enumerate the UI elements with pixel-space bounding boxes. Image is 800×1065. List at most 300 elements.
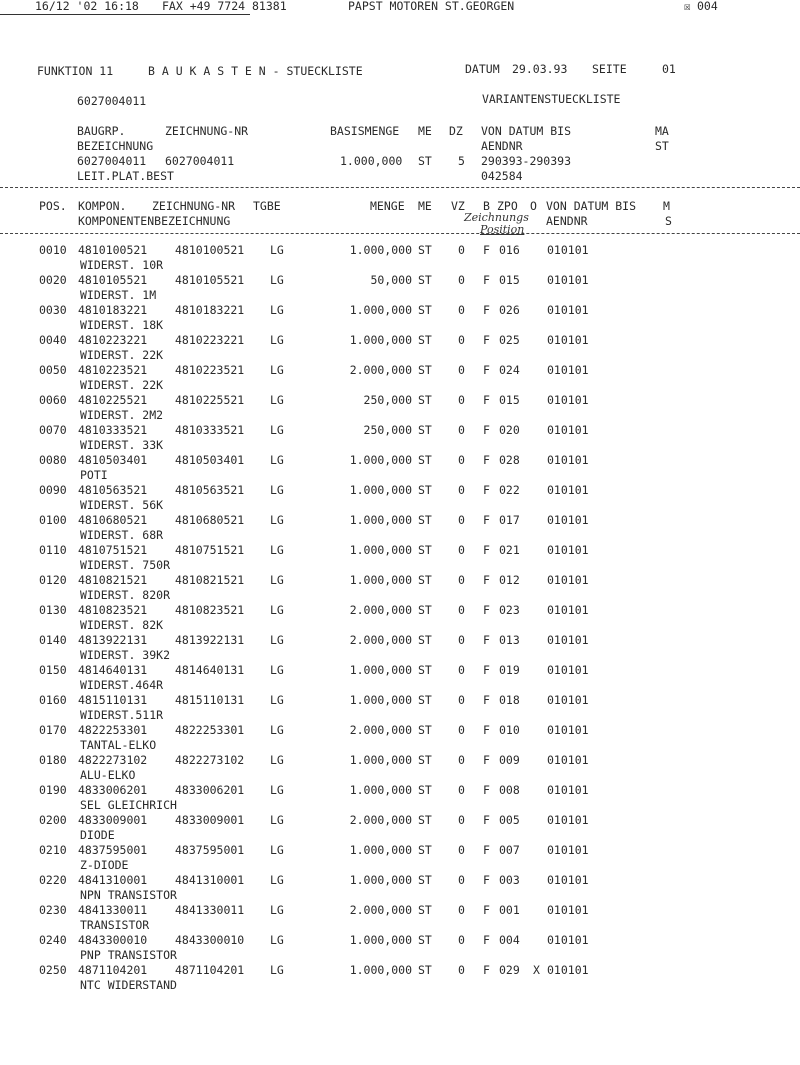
row-tgbe: LG [270, 633, 284, 647]
row-description: POTI [80, 468, 108, 482]
row-zeichnung: 4871104201 [175, 963, 245, 977]
row-zeichnung: 4822253301 [175, 723, 245, 737]
row-tgbe: LG [270, 843, 284, 857]
table-row [0, 305, 800, 335]
row-kompon: 4833006201 [78, 783, 148, 797]
row-zeichnung: 4813922131 [175, 633, 245, 647]
hdr-baugrp: BAUGRP. [77, 124, 126, 138]
row-von: 010101 [547, 723, 589, 737]
report-type: VARIANTENSTUECKLISTE [482, 92, 621, 106]
row-zpo: 016 [499, 243, 520, 257]
row-von: 010101 [547, 933, 589, 947]
row-kompon: 4810823521 [78, 603, 148, 617]
row-kompon: 4810563521 [78, 483, 148, 497]
row-b: F [483, 573, 490, 587]
row-tgbe: LG [270, 603, 284, 617]
row-zeichnung: 4810100521 [175, 243, 245, 257]
row-von: 010101 [547, 663, 589, 677]
row-menge: 1.000,000 [349, 783, 412, 797]
report-date: 29.03.93 [512, 62, 568, 76]
row-pos: 0050 [39, 363, 67, 377]
col-b: B [483, 199, 490, 213]
row-tgbe: LG [270, 423, 284, 437]
row-me: ST [418, 423, 432, 437]
row-b: F [483, 393, 490, 407]
row-zeichnung: 4837595001 [175, 843, 245, 857]
row-menge: 2.000,000 [349, 603, 412, 617]
fax-underline [0, 14, 250, 15]
row-menge: 1.000,000 [349, 543, 412, 557]
row-me: ST [418, 363, 432, 377]
row-von: 010101 [547, 543, 589, 557]
col-m: M [663, 199, 670, 213]
col-aendnr: AENDNR [546, 214, 588, 228]
row-pos: 0160 [39, 693, 67, 707]
row-zpo: 019 [499, 663, 520, 677]
row-zpo: 029 [499, 963, 520, 977]
row-vz: 0 [458, 333, 465, 347]
row-pos: 0020 [39, 273, 67, 287]
row-tgbe: LG [270, 933, 284, 947]
row-b: F [483, 663, 490, 677]
row-zpo: 010 [499, 723, 520, 737]
row-zpo: 015 [499, 273, 520, 287]
row-vz: 0 [458, 753, 465, 767]
row-description: ALU-ELKO [80, 768, 136, 782]
row-zpo: 020 [499, 423, 520, 437]
row-pos: 0170 [39, 723, 67, 737]
row-b: F [483, 873, 490, 887]
row-vz: 0 [458, 543, 465, 557]
row-kompon: 4822273102 [78, 753, 148, 767]
row-kompon: 4843300010 [78, 933, 148, 947]
row-tgbe: LG [270, 513, 284, 527]
row-von: 010101 [547, 273, 589, 287]
col-kompon: KOMPON. [78, 199, 127, 213]
row-b: F [483, 363, 490, 377]
row-pos: 0060 [39, 393, 67, 407]
row-me: ST [418, 393, 432, 407]
row-kompon: 4841310001 [78, 873, 148, 887]
row-von: 010101 [547, 753, 589, 767]
report-page: 01 [662, 62, 676, 76]
table-row [0, 575, 800, 605]
report-function: FUNKTION 11 [37, 64, 114, 78]
row-pos: 0180 [39, 753, 67, 767]
row-pos: 0100 [39, 513, 67, 527]
row-von: 010101 [547, 363, 589, 377]
row-tgbe: LG [270, 903, 284, 917]
table-row [0, 245, 800, 275]
row-menge: 1.000,000 [349, 333, 412, 347]
row-menge: 1.000,000 [349, 663, 412, 677]
row-zeichnung: 4810823521 [175, 603, 245, 617]
row-von: 010101 [547, 393, 589, 407]
row-von: 010101 [547, 303, 589, 317]
row-me: ST [418, 873, 432, 887]
table-row [0, 485, 800, 515]
row-b: F [483, 303, 490, 317]
row-zeichnung: 4810503401 [175, 453, 245, 467]
row-zpo: 021 [499, 543, 520, 557]
row-kompon: 4841330011 [78, 903, 148, 917]
row-zpo: 018 [499, 693, 520, 707]
row-b: F [483, 483, 490, 497]
row-zpo: 024 [499, 363, 520, 377]
row-kompon: 4813922131 [78, 633, 148, 647]
row-kompon: 4833009001 [78, 813, 148, 827]
row-menge: 250,000 [363, 423, 412, 437]
row-kompon: 4810225521 [78, 393, 148, 407]
table-row [0, 905, 800, 935]
row-von: 010101 [547, 633, 589, 647]
row-kompon: 4814640131 [78, 663, 148, 677]
row-vz: 0 [458, 723, 465, 737]
assembly-menge: 1.000,000 [340, 154, 403, 168]
col-zeichnung: ZEICHNUNG-NR [152, 199, 236, 213]
row-zeichnung: 4841330011 [175, 903, 245, 917]
row-tgbe: LG [270, 273, 284, 287]
hdr-von-datum-bis: VON DATUM BIS [481, 124, 572, 138]
report-number: 6027004011 [77, 94, 147, 108]
row-zeichnung: 4810225521 [175, 393, 245, 407]
row-zeichnung: 4810105521 [175, 273, 245, 287]
row-description: WIDERST. 2M2 [80, 408, 164, 422]
row-menge: 250,000 [363, 393, 412, 407]
row-vz: 0 [458, 843, 465, 857]
row-me: ST [418, 633, 432, 647]
hdr-me: ME [418, 124, 432, 138]
row-zpo: 028 [499, 453, 520, 467]
hdr-dz: DZ [449, 124, 463, 138]
row-menge: 50,000 [370, 273, 412, 287]
row-vz: 0 [458, 363, 465, 377]
row-b: F [483, 273, 490, 287]
row-zpo: 013 [499, 633, 520, 647]
row-von: 010101 [547, 453, 589, 467]
row-tgbe: LG [270, 453, 284, 467]
row-menge: 1.000,000 [349, 963, 412, 977]
row-pos: 0150 [39, 663, 67, 677]
table-row [0, 875, 800, 905]
row-zeichnung: 4841310001 [175, 873, 245, 887]
row-kompon: 4822253301 [78, 723, 148, 737]
hdr-st: ST [655, 139, 669, 153]
row-tgbe: LG [270, 723, 284, 737]
row-description: WIDERST. 750R [80, 558, 171, 572]
row-pos: 0120 [39, 573, 67, 587]
fax-company: PAPST MOTOREN ST.GEORGEN [348, 0, 515, 13]
row-menge: 2.000,000 [349, 633, 412, 647]
row-von: 010101 [547, 813, 589, 827]
row-zeichnung: 4822273102 [175, 753, 245, 767]
row-kompon: 4810105521 [78, 273, 148, 287]
row-zpo: 023 [499, 603, 520, 617]
row-b: F [483, 963, 490, 977]
row-description: WIDERST. 68R [80, 528, 164, 542]
col-von-datum-bis: VON DATUM BIS [546, 199, 637, 213]
row-description: TANTAL-ELKO [80, 738, 157, 752]
row-menge: 2.000,000 [349, 903, 412, 917]
row-kompon: 4810680521 [78, 513, 148, 527]
row-vz: 0 [458, 963, 465, 977]
row-description: WIDERST. 18K [80, 318, 164, 332]
hdr-basismenge: BASISMENGE [330, 124, 400, 138]
row-vz: 0 [458, 423, 465, 437]
row-vz: 0 [458, 603, 465, 617]
row-b: F [483, 933, 490, 947]
row-menge: 2.000,000 [349, 813, 412, 827]
row-kompon: 4810333521 [78, 423, 148, 437]
row-kompon: 4810100521 [78, 243, 148, 257]
row-b: F [483, 903, 490, 917]
row-kompon: 4810503401 [78, 453, 148, 467]
row-tgbe: LG [270, 303, 284, 317]
row-menge: 1.000,000 [349, 693, 412, 707]
hdr-zeichnung: ZEICHNUNG-NR [165, 124, 249, 138]
row-von: 010101 [547, 963, 589, 977]
handwritten-note-line1: Zeichnungs [464, 211, 529, 224]
table-row [0, 515, 800, 545]
report-date-label: DATUM [465, 62, 500, 76]
row-me: ST [418, 453, 432, 467]
row-description: TRANSISTOR [80, 918, 150, 932]
row-description: PNP TRANSISTOR [80, 948, 177, 962]
assembly-aendnr: 042584 [481, 169, 523, 183]
col-vz: VZ [451, 199, 465, 213]
row-pos: 0220 [39, 873, 67, 887]
row-b: F [483, 423, 490, 437]
col-bezeichnung: KOMPONENTENBEZEICHNUNG [78, 214, 231, 228]
row-me: ST [418, 483, 432, 497]
row-pos: 0080 [39, 453, 67, 467]
row-vz: 0 [458, 633, 465, 647]
col-pos: POS. [39, 199, 67, 213]
row-menge: 2.000,000 [349, 363, 412, 377]
table-row [0, 725, 800, 755]
col-me: ME [418, 199, 432, 213]
row-tgbe: LG [270, 543, 284, 557]
row-menge: 1.000,000 [349, 483, 412, 497]
col-s: S [665, 214, 672, 228]
table-row [0, 755, 800, 785]
assembly-zeichnung: 6027004011 [165, 154, 235, 168]
row-pos: 0090 [39, 483, 67, 497]
row-description: WIDERST. 22K [80, 348, 164, 362]
row-vz: 0 [458, 813, 465, 827]
row-description: SEL GLEICHRICH [80, 798, 177, 812]
row-vz: 0 [458, 783, 465, 797]
row-vz: 0 [458, 903, 465, 917]
table-row [0, 335, 800, 365]
hdr-bezeichnung: BEZEICHNUNG [77, 139, 154, 153]
row-description: WIDERST.511R [80, 708, 164, 722]
row-kompon: 4815110131 [78, 693, 148, 707]
row-b: F [483, 633, 490, 647]
row-zeichnung: 4843300010 [175, 933, 245, 947]
row-zpo: 001 [499, 903, 520, 917]
row-description: NPN TRANSISTOR [80, 888, 177, 902]
divider-header [0, 233, 800, 234]
row-pos: 0190 [39, 783, 67, 797]
row-tgbe: LG [270, 873, 284, 887]
row-pos: 0030 [39, 303, 67, 317]
row-b: F [483, 333, 490, 347]
row-description: WIDERST. 56K [80, 498, 164, 512]
row-menge: 1.000,000 [349, 873, 412, 887]
row-tgbe: LG [270, 813, 284, 827]
table-row [0, 545, 800, 575]
row-tgbe: LG [270, 963, 284, 977]
row-von: 010101 [547, 693, 589, 707]
row-description: DIODE [80, 828, 115, 842]
row-pos: 0070 [39, 423, 67, 437]
row-b: F [483, 753, 490, 767]
table-row [0, 935, 800, 965]
row-me: ST [418, 753, 432, 767]
table-row [0, 635, 800, 665]
row-von: 010101 [547, 603, 589, 617]
row-vz: 0 [458, 483, 465, 497]
row-tgbe: LG [270, 663, 284, 677]
hdr-aendnr: AENDNR [481, 139, 523, 153]
assembly-von-bis: 290393-290393 [481, 154, 572, 168]
row-me: ST [418, 243, 432, 257]
assembly-me: ST [418, 154, 432, 168]
row-tgbe: LG [270, 243, 284, 257]
row-zeichnung: 4833006201 [175, 783, 245, 797]
table-row [0, 815, 800, 845]
row-me: ST [418, 273, 432, 287]
row-description: Z-DIODE [80, 858, 129, 872]
row-me: ST [418, 963, 432, 977]
row-zpo: 015 [499, 393, 520, 407]
row-pos: 0230 [39, 903, 67, 917]
row-tgbe: LG [270, 753, 284, 767]
handwritten-note-line2: Position [480, 223, 525, 236]
row-zeichnung: 4810183221 [175, 303, 245, 317]
row-b: F [483, 783, 490, 797]
assembly-baugrp: 6027004011 [77, 154, 147, 168]
hdr-ma: MA [655, 124, 669, 138]
row-zeichnung: 4814640131 [175, 663, 245, 677]
row-description: WIDERST. 1M [80, 288, 157, 302]
row-me: ST [418, 813, 432, 827]
row-von: 010101 [547, 243, 589, 257]
row-description: WIDERST.464R [80, 678, 164, 692]
row-vz: 0 [458, 453, 465, 467]
table-row [0, 785, 800, 815]
table-row [0, 365, 800, 395]
table-row [0, 965, 800, 995]
row-description: WIDERST. 39K2 [80, 648, 171, 662]
row-kompon: 4810751521 [78, 543, 148, 557]
row-von: 010101 [547, 423, 589, 437]
row-zpo: 008 [499, 783, 520, 797]
table-row [0, 665, 800, 695]
fax-page-icon: ☒ [684, 0, 691, 13]
row-zeichnung: 4810751521 [175, 543, 245, 557]
row-kompon: 4871104201 [78, 963, 148, 977]
row-menge: 1.000,000 [349, 243, 412, 257]
row-menge: 1.000,000 [349, 573, 412, 587]
row-me: ST [418, 723, 432, 737]
row-zeichnung: 4810821521 [175, 573, 245, 587]
row-vz: 0 [458, 303, 465, 317]
row-description: WIDERST. 22K [80, 378, 164, 392]
table-row [0, 455, 800, 485]
row-tgbe: LG [270, 333, 284, 347]
row-zeichnung: 4810333521 [175, 423, 245, 437]
col-o: O [530, 199, 537, 213]
row-menge: 1.000,000 [349, 453, 412, 467]
row-vz: 0 [458, 933, 465, 947]
row-vz: 0 [458, 573, 465, 587]
row-o: X [533, 963, 540, 977]
table-row [0, 395, 800, 425]
row-description: WIDERST. 10R [80, 258, 164, 272]
row-kompon: 4810223521 [78, 363, 148, 377]
row-me: ST [418, 303, 432, 317]
row-kompon: 4810223221 [78, 333, 148, 347]
row-pos: 0240 [39, 933, 67, 947]
row-pos: 0040 [39, 333, 67, 347]
row-von: 010101 [547, 513, 589, 527]
assembly-dz: 5 [458, 154, 465, 168]
row-me: ST [418, 933, 432, 947]
table-row [0, 425, 800, 455]
fax-datetime: 16/12 '02 16:18 [35, 0, 139, 13]
row-menge: 1.000,000 [349, 303, 412, 317]
row-b: F [483, 723, 490, 737]
row-tgbe: LG [270, 693, 284, 707]
row-me: ST [418, 513, 432, 527]
row-vz: 0 [458, 693, 465, 707]
row-kompon: 4810183221 [78, 303, 148, 317]
row-zpo: 009 [499, 753, 520, 767]
row-zeichnung: 4810680521 [175, 513, 245, 527]
row-vz: 0 [458, 273, 465, 287]
row-b: F [483, 813, 490, 827]
row-vz: 0 [458, 243, 465, 257]
row-vz: 0 [458, 873, 465, 887]
row-description: WIDERST. 82K [80, 618, 164, 632]
row-pos: 0210 [39, 843, 67, 857]
row-me: ST [418, 903, 432, 917]
row-zpo: 025 [499, 333, 520, 347]
row-pos: 0250 [39, 963, 67, 977]
row-zpo: 022 [499, 483, 520, 497]
row-description: WIDERST. 820R [80, 588, 171, 602]
row-vz: 0 [458, 393, 465, 407]
row-tgbe: LG [270, 363, 284, 377]
row-von: 010101 [547, 483, 589, 497]
row-zeichnung: 4815110131 [175, 693, 245, 707]
row-b: F [483, 843, 490, 857]
row-menge: 1.000,000 [349, 753, 412, 767]
col-tgbe: TGBE [253, 199, 281, 213]
report-title: B A U K A S T E N - STUECKLISTE [148, 64, 363, 78]
fax-page: 004 [697, 0, 718, 13]
row-zpo: 017 [499, 513, 520, 527]
row-von: 010101 [547, 873, 589, 887]
row-kompon: 4837595001 [78, 843, 148, 857]
row-tgbe: LG [270, 393, 284, 407]
table-row [0, 605, 800, 635]
row-me: ST [418, 783, 432, 797]
row-von: 010101 [547, 573, 589, 587]
row-von: 010101 [547, 333, 589, 347]
